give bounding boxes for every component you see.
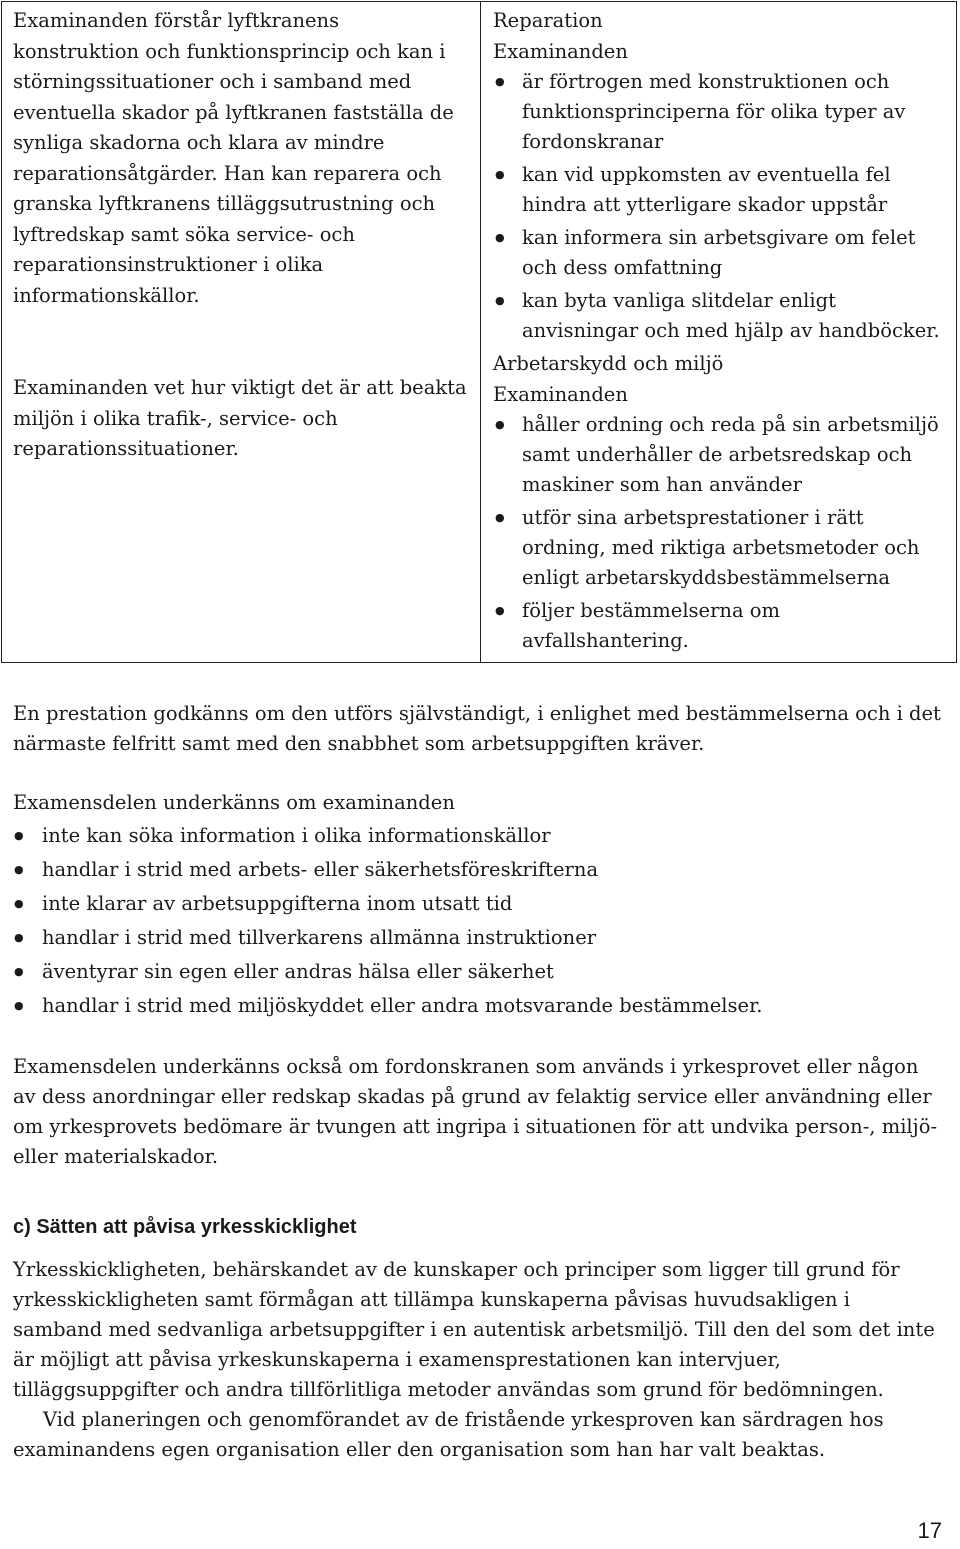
section-c-paragraph-1: Yrkesskickligheten, behärskandet av de kunskaper och principer som ligger till grund för yrkesskickligheten samt förmågan att tillämpa kunskaperna påvisas huvudsakligen i samband med sedvanliga arbetsuppgifter i en autentisk arbetsmiljö. Till den del som det inte är möjligt att påvisa yrkeskunskaperna i examensprestationen kan intervjuer, tilläggsuppgifter och andra tillförlitliga metoder användas som grund för bedömningen. (13, 1258, 935, 1401)
page-number: 17 (917, 1518, 942, 1543)
arbetarskydd-heading: Arbetarskydd och miljö (493, 352, 724, 375)
list-item: ● handlar i strid med arbets- eller säkerhetsföreskrifterna (13, 853, 943, 887)
list-item: ● inte kan söka information i olika informationskällor (13, 819, 943, 853)
approval-paragraph: En prestation godkänns om den utförs självständigt, i enlighet med bestämmelserna och i det närmaste felfritt samt med den snabbhet som arbetsuppgiften kräver. (13, 702, 941, 755)
section-c (13, 1213, 943, 1465)
list-item: ● håller ordning och reda på sin arbetsmiljö samt underhåller de arbetsredskap och maskiner som han använder (493, 410, 948, 500)
rejection-also-section (13, 1052, 943, 1172)
left-paragraph-1: Examinanden förstår lyftkranens konstruktion och funktionsprincip och kan i störningssituationer och i samband med eventuella skador på lyftkranen fastställa de synliga skadorna och klara av mindre reparationsåtgärder. Han kan reparera och granska lyftkranens tilläggsutrustning och lyftredskap samt söka service- och reparationsinstruktioner i olika informationskällor. (13, 9, 454, 307)
rejection-list (13, 819, 943, 1023)
reparation-subheading: Examinanden (493, 39, 628, 63)
rejection-also-paragraph: Examensdelen underkänns också om fordonskranen som används i yrkesprovet eller någon av dess anordningar eller redskap skadas på grund av felaktig service eller användning eller om yrkesprovets bedömare är tvungen att ingripa i situationen för att undvika person-, miljö- eller materialskador. (13, 1055, 938, 1168)
list-item: ● handlar i strid med tillverkarens allmänna instruktioner (13, 921, 943, 955)
table-left-cell (2, 2, 481, 662)
list-item: ● kan informera sin arbetsgivare om felet och dess omfattning (493, 223, 948, 283)
criteria-table (1, 1, 957, 663)
list-item: ● inte klarar av arbetsuppgifterna inom utsatt tid (13, 887, 943, 921)
left-paragraph-2: Examinanden vet hur viktigt det är att beakta miljön i olika trafik-, service- och reparationssituationer. (13, 376, 467, 460)
section-c-heading: c) Sätten att påvisa yrkesskicklighet (13, 1216, 357, 1238)
list-item: ● kan vid uppkomsten av eventuella fel hindra att ytterligare skador uppstår (493, 160, 948, 220)
list-item: ● kan byta vanliga slitdelar enligt anvisningar och med hjälp av handböcker. (493, 286, 948, 346)
table-right-cell (481, 2, 956, 662)
rejection-section (13, 787, 943, 1023)
reparation-heading: Reparation (493, 9, 603, 32)
rejection-intro: Examensdelen underkänns om examinanden (13, 791, 455, 814)
reparation-list (493, 67, 948, 346)
list-item: ● följer bestämmelserna om avfallshantering. (493, 596, 948, 656)
arbetarskydd-subheading: Examinanden (493, 382, 628, 406)
list-item: ● handlar i strid med miljöskyddet eller andra motsvarande bestämmelser. (13, 989, 943, 1023)
arbetarskydd-list (493, 410, 948, 656)
list-item: ● är förtrogen med konstruktionen och funktionsprinciperna för olika typer av fordonskranar (493, 67, 948, 157)
approval-section (13, 699, 943, 759)
list-item: ● utför sina arbetsprestationer i rätt ordning, med riktiga arbetsmetoder och enligt arbetarskyddsbestämmelserna (493, 503, 948, 593)
list-item: ● äventyrar sin egen eller andras hälsa eller säkerhet (13, 955, 943, 989)
section-c-paragraph-2: Vid planeringen och genomförandet av de fristående yrkesproven kan särdragen hos examinandens egen organisation eller den organisation som han har valt beaktas. (13, 1408, 884, 1461)
